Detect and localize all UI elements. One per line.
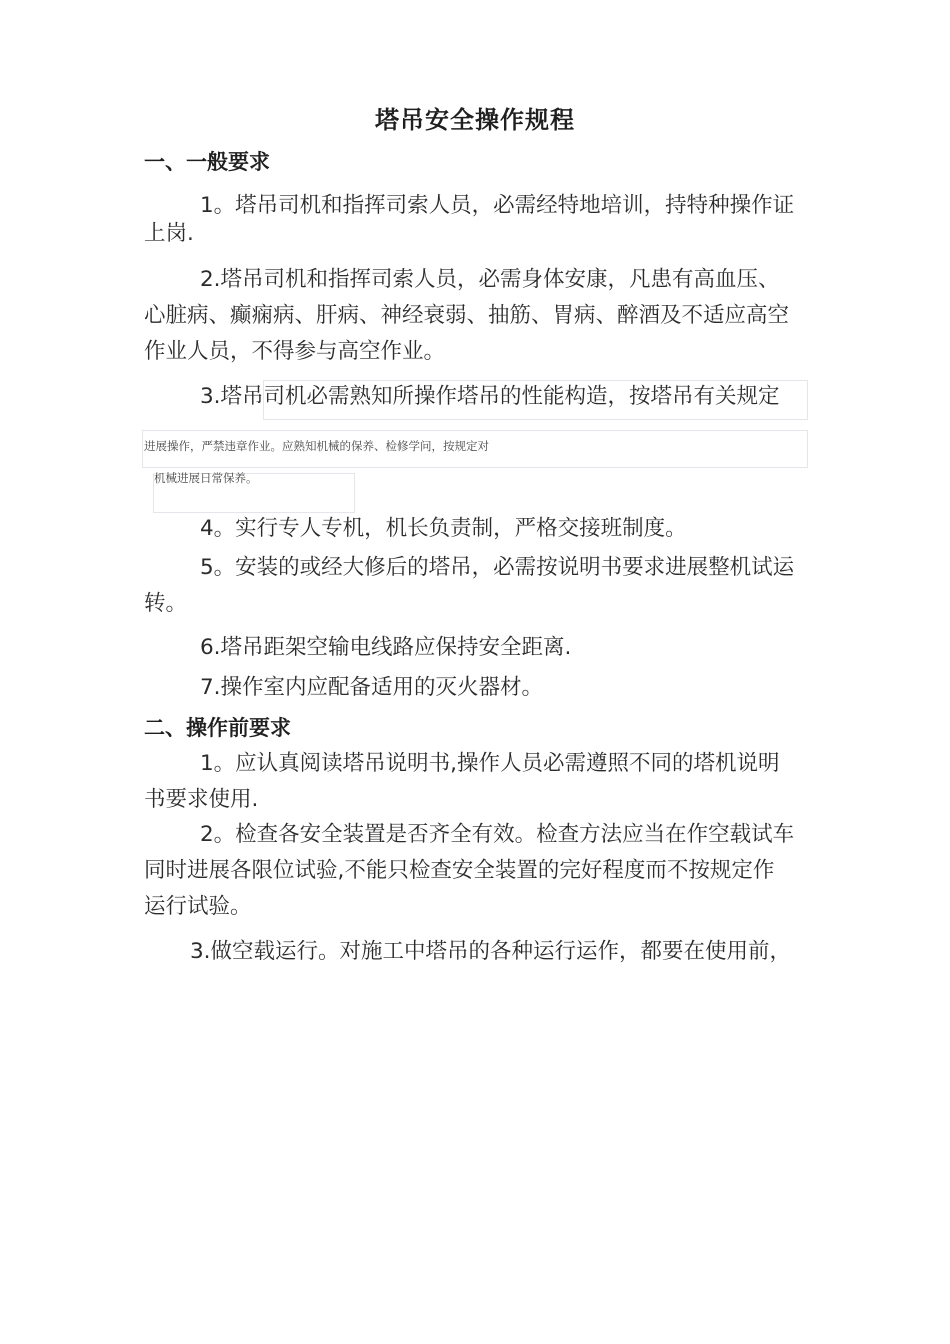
paragraph-1-1: 1。塔吊司机和指挥司索人员，必需经特地培训，持特种操作证 上岗. bbox=[144, 193, 795, 246]
paragraph-1-4: 4。实行专人专机，机长负责制，严格交接班制度。 bbox=[200, 516, 687, 541]
paragraph-1-5: 5。安装的或经大修后的塔吊，必需按说明书要求进展整机试运 转。 bbox=[144, 555, 795, 616]
section-heading-pre-operation: 二、操作前要求 bbox=[144, 716, 291, 740]
paragraph-1-3: 3.塔吊司机必需熟知所操作塔吊的性能构造，按塔吊有关规定 bbox=[200, 384, 780, 409]
paragraph-1-2: 2.塔吊司机和指挥司索人员，必需身体安康，凡患有高血压、 心脏病、癫痫病、肝病、神经衰弱、抽筋、胃病、醉酒及不适应高空 作业人员，不得参与高空作业。 bbox=[144, 267, 790, 364]
small-text-line-1: 进展操作，严禁违章作业。应熟知机械的保养、检修学问，按规定对 bbox=[144, 439, 489, 453]
small-text-line-2: 机械进展日常保养。 bbox=[154, 471, 258, 485]
paragraph-1-6: 6.塔吊距架空输电线路应保持安全距离. bbox=[200, 635, 572, 660]
paragraph-1-7: 7.操作室内应配备适用的灭火器材。 bbox=[200, 675, 544, 700]
paragraph-2-2: 2。检查各安全装置是否齐全有效。检查方法应当在作空载试车 同时进展各限位试验,不能只检查安全装置的完好程度而不按规定作 运行试验。 bbox=[144, 822, 795, 919]
paragraph-2-1: 1。应认真阅读塔吊说明书,操作人员必需遵照不同的塔机说明 书要求使用. bbox=[144, 751, 780, 812]
document-title: 塔吊安全操作规程 bbox=[375, 106, 575, 134]
section-heading-general: 一、一般要求 bbox=[144, 150, 270, 174]
paragraph-2-3: 3.做空载运行。对施工中塔吊的各种运行运作，都要在使用前， bbox=[190, 939, 792, 964]
